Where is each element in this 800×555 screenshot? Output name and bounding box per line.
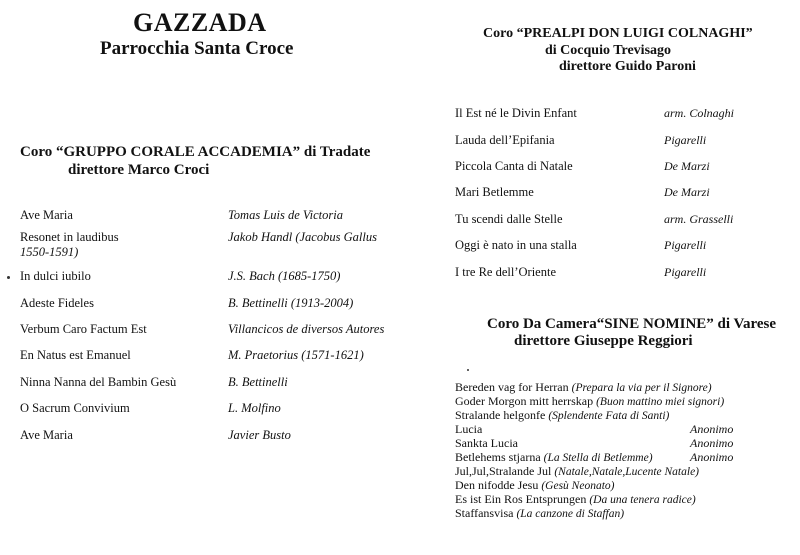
song-title: Verbum Caro Factum Est: [20, 322, 147, 336]
song-title: Lauda dell’Epifania: [455, 133, 555, 147]
song-line: [455, 506, 624, 521]
song-title: Jul,Jul,Stralande Jul: [455, 464, 552, 478]
song-author: M. Praetorius (1571-1621): [228, 348, 364, 362]
song-translation: (Prepara la via per il Signore): [571, 382, 712, 394]
parish-subtitle: Parrocchia Santa Croce: [100, 38, 294, 59]
song-title: In dulci iubilo: [20, 269, 91, 283]
choir-director-prealpi: direttore Guido Paroni: [559, 59, 696, 74]
song-translation: (Gesù Neonato): [541, 480, 615, 492]
song-author: Tomas Luis de Victoria: [228, 208, 343, 222]
choir-director-sine-nomine: direttore Giuseppe Reggiori: [514, 333, 693, 349]
song-line: [455, 408, 669, 423]
song-line: [455, 422, 482, 437]
song-title: Betlehems stjarna: [455, 450, 541, 464]
song-title: Ave Maria: [20, 428, 73, 442]
song-title: Piccola Canta di Natale: [455, 159, 573, 173]
song-title: Den nifodde Jesu: [455, 478, 539, 492]
song-line: [455, 380, 712, 395]
song-title: Oggi è nato in una stalla: [455, 238, 577, 252]
song-author: arm. Colnaghi: [664, 106, 735, 120]
song-line: [455, 436, 518, 451]
song-author: Javier Busto: [228, 428, 291, 442]
song-translation: (La Stella di Betlemme): [543, 452, 653, 464]
song-author: Pigarelli: [664, 265, 707, 279]
song-title: Staffansvisa: [455, 506, 514, 520]
song-translation: (La canzone di Staffan): [516, 508, 625, 520]
song-title: Ninna Nanna del Bambin Gesù: [20, 375, 177, 389]
song-author: B. Bettinelli (1913-2004): [228, 296, 354, 310]
song-line: [455, 492, 696, 507]
choir-place-prealpi: di Cocquio Trevisago: [545, 43, 672, 58]
song-author: Anonimo: [690, 436, 734, 450]
song-title-continuation: 1550-1591): [20, 245, 79, 259]
song-title: En Natus est Emanuel: [20, 348, 131, 362]
song-title: Tu scendi dalle Stelle: [455, 212, 563, 226]
song-author: L. Molfino: [228, 401, 281, 415]
choir-name-accademia: Coro “GRUPPO CORALE ACCADEMIA” di Tradate: [20, 144, 371, 160]
song-author: Anonimo: [690, 422, 734, 436]
choir-name-prealpi: Coro “PREALPI DON LUIGI COLNAGHI”: [483, 26, 753, 41]
song-line: [455, 394, 724, 409]
song-author: Villancicos de diversos Autores: [228, 322, 385, 336]
song-title: Stralande helgonfe: [455, 408, 546, 422]
song-author: B. Bettinelli: [228, 375, 288, 389]
song-title: O Sacrum Convivium: [20, 401, 130, 415]
song-title: Ave Maria: [20, 208, 73, 222]
song-author: De Marzi: [664, 159, 710, 173]
song-title: Goder Morgon mitt herrskap: [455, 394, 594, 408]
song-line: [455, 450, 653, 465]
choir-director-accademia: direttore Marco Croci: [68, 162, 210, 178]
song-title: Resonet in laudibus: [20, 230, 119, 244]
choir-name-sine-nomine: Coro Da Camera“SINE NOMINE” di Varese: [487, 316, 777, 332]
stray-mark: [7, 276, 10, 279]
song-line: [455, 478, 614, 493]
song-translation: (Buon mattino miei signori): [596, 396, 725, 408]
song-title: Sankta Lucia: [455, 436, 518, 450]
song-author: arm. Grasselli: [664, 212, 734, 226]
stray-mark: [467, 369, 469, 371]
song-author: De Marzi: [664, 185, 710, 199]
song-author: Pigarelli: [664, 133, 707, 147]
song-translation: (Da una tenera radice): [589, 494, 696, 506]
song-author: Anonimo: [690, 450, 734, 464]
song-author: Pigarelli: [664, 238, 707, 252]
song-author: J.S. Bach (1685-1750): [228, 269, 341, 283]
song-line: [455, 464, 699, 479]
song-title: I tre Re dell’Oriente: [455, 265, 556, 279]
song-title: Bereden vag for Herran: [455, 380, 569, 394]
song-title: Il Est né le Divin Enfant: [455, 106, 577, 120]
song-translation: (Splendente Fata di Santi): [548, 410, 670, 422]
song-title: Lucia: [455, 422, 483, 436]
page-title: GAZZADA: [133, 8, 267, 37]
song-author: Jakob Handl (Jacobus Gallus: [228, 230, 377, 244]
song-translation: (Natale,Natale,Lucente Natale): [554, 466, 700, 478]
song-title: Adeste Fideles: [20, 296, 94, 310]
song-title: Mari Betlemme: [455, 185, 534, 199]
song-title: Es ist Ein Ros Entsprungen: [455, 492, 587, 506]
